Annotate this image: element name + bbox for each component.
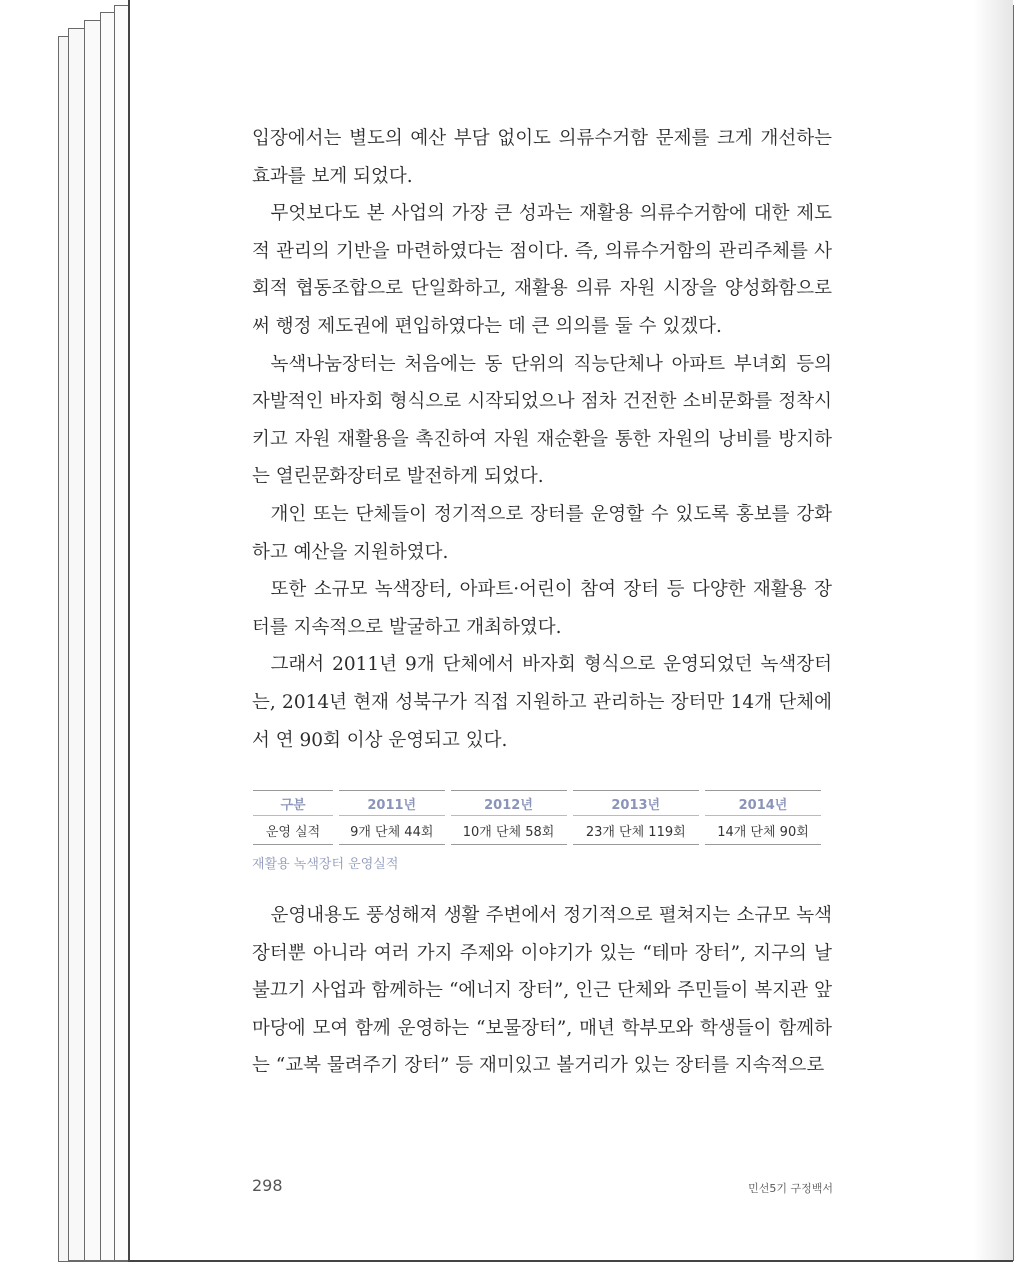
paragraph: 그래서 2011년 9개 단체에서 바자회 형식으로 운영되었던 녹색장터는, 2014년 현재 성북구가 직접 지원하고 관리하는 장터만 14개 단체에서 연 90회 이상 운영되고 있다. <box>252 654 832 751</box>
table-caption: 재활용 녹색장터 운영실적 <box>252 857 399 872</box>
paragraph: 운영내용도 풍성해져 생활 주변에서 정기적으로 펼쳐지는 소규모 녹색장터뿐 아니라 여러 가지 주제와 이야기가 있는 “테마 장터”, 지구의 날 불끄기 사업과 함께하는 “에너지 장터”, 인근 단체와 주민들이 복지관 앞마당에 모여 함께 운영하는 “보물장터”, 매년 학부모와 학생들이 함께하는 “교복 물려주기 장터” 등 재미있고 볼거리가 있는 장터를 지속적으로 <box>252 905 832 1077</box>
running-footer-title: 민선5기 구정백서 <box>748 1182 833 1195</box>
body-text-top <box>252 120 832 759</box>
table-cell: 23개 단체 119회 <box>573 816 699 845</box>
table-row <box>253 816 821 845</box>
table-cell: 9개 단체 44회 <box>339 816 445 845</box>
paragraph: 무엇보다도 본 사업의 가장 큰 성과는 재활용 의류수거함에 대한 제도적 관리의 기반을 마련하였다는 점이다. 즉, 의류수거함의 관리주체를 사회적 협동조합으로 단일화하고, 재활용 의류 자원 시장을 양성화함으로써 행정 제도권에 편입하였다는 데 큰 의의를 둘 수 있겠다. <box>252 203 832 337</box>
book-page <box>128 0 1013 1262</box>
page-number: 298 <box>252 1176 283 1195</box>
table-header-row <box>253 790 821 816</box>
body-text-bottom <box>252 897 832 1085</box>
paragraph: 입장에서는 별도의 예산 부담 없이도 의류수거함 문제를 크게 개선하는 효과를 보게 되었다. <box>252 128 832 187</box>
table-cell: 10개 단체 58회 <box>451 816 567 845</box>
paragraph: 개인 또는 단체들이 정기적으로 장터를 운영할 수 있도록 홍보를 강화하고 예산을 지원하였다. <box>252 503 832 563</box>
table-header-cell: 2014년 <box>705 790 821 816</box>
table-cell: 14개 단체 90회 <box>705 816 821 845</box>
table-header-cell: 구분 <box>253 790 333 816</box>
table-header-cell: 2012년 <box>451 790 567 816</box>
table-header-cell: 2011년 <box>339 790 445 816</box>
results-table <box>247 790 827 845</box>
table-header-cell: 2013년 <box>573 790 699 816</box>
paragraph: 또한 소규모 녹색장터, 아파트·어린이 참여 장터 등 다양한 재활용 장터를 지속적으로 발굴하고 개최하였다. <box>252 579 832 638</box>
table-cell: 운영 실적 <box>253 816 333 845</box>
paragraph: 녹색나눔장터는 처음에는 동 단위의 직능단체나 아파트 부녀회 등의 자발적인 바자회 형식으로 시작되었으나 점차 건전한 소비문화를 정착시키고 자원 재활용을 촉진하여 자원 재순환을 통한 자원의 낭비를 방지하는 열린문화장터로 발전하게 되었다. <box>252 353 832 488</box>
